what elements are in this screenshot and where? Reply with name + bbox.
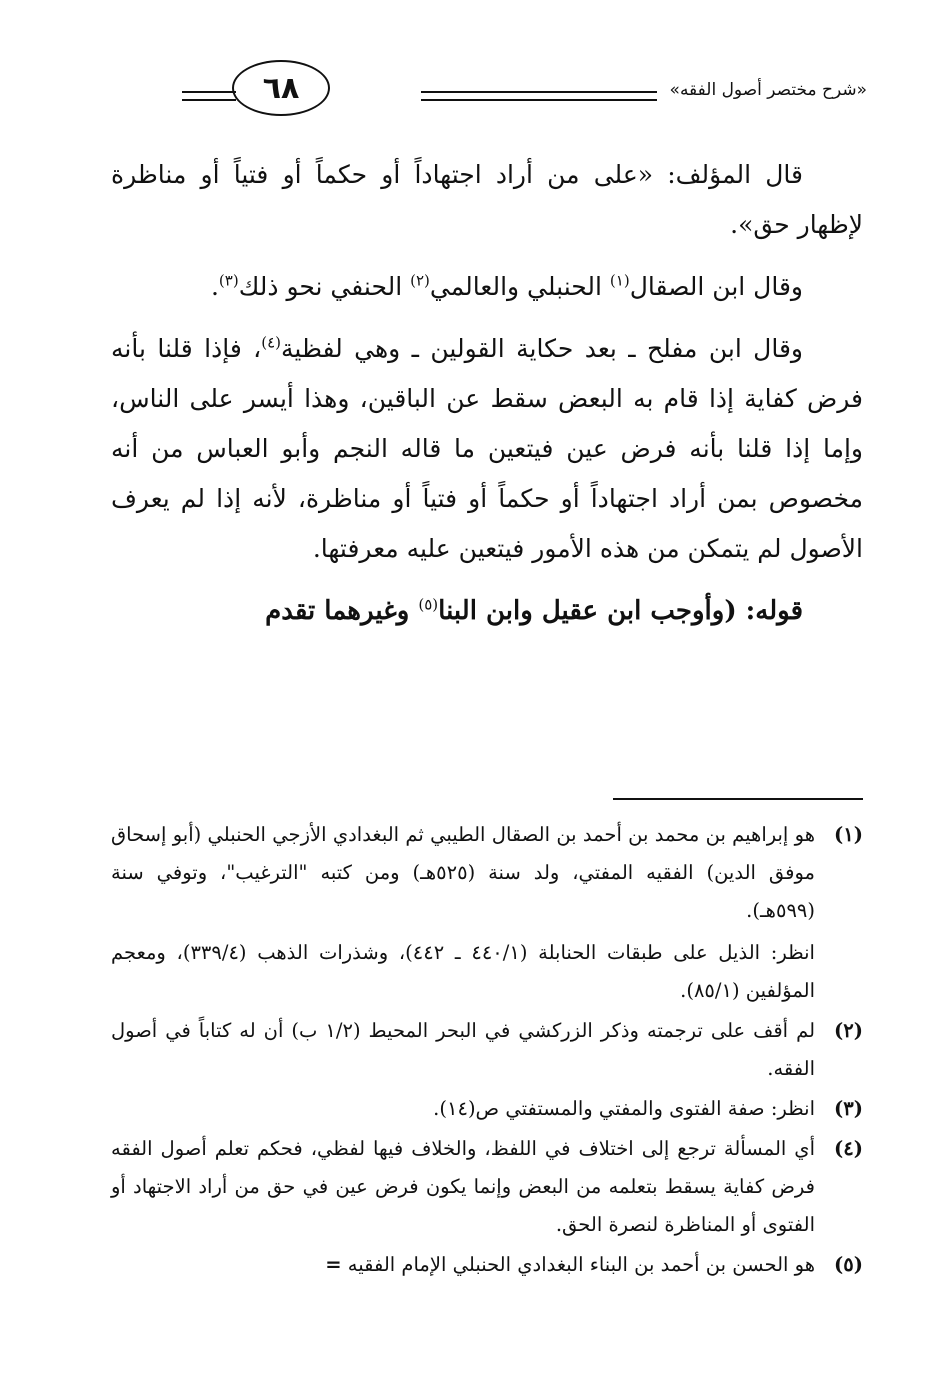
- paragraph-ibn-muflih: [111, 324, 863, 574]
- footnote-number: (٣): [834, 1097, 863, 1120]
- main-text: [111, 150, 863, 648]
- footnote-text: لم أقف على ترجمته وذكر الزركشي في البحر المحيط (١/٢ ب) أن له كتاباً في أصول الفقه.: [111, 1019, 816, 1080]
- footnote-2: [111, 1012, 863, 1088]
- footnote-number: (١): [834, 823, 863, 846]
- footnote-ref-2[interactable]: (٢): [410, 271, 430, 290]
- page-number-badge: [232, 60, 330, 116]
- book-title: «شرح مختصر أصول الفقه»: [669, 80, 867, 100]
- footnote-body: [111, 1130, 815, 1244]
- footnote-body: [111, 1246, 815, 1284]
- header-rule-left-inner: [182, 91, 236, 101]
- footnote-text: انظر: الذيل على طبقات الحنابلة (٤٤٠/١ ـ ٤٤٢)، وشذرات الذهب (٣٣٩/٤)، ومعجم المؤلفين (٨٥/١).: [111, 941, 815, 1002]
- footnote-text: [111, 1246, 815, 1284]
- paragraph-quote-heading: [111, 586, 863, 636]
- text-segment: الحنفي نحو ذلك: [238, 272, 411, 301]
- footnote-ref-5[interactable]: (٥): [418, 595, 439, 614]
- footnote-1: [111, 816, 863, 1010]
- footnote-body: [111, 816, 815, 1010]
- footnote-4: [111, 1130, 863, 1244]
- text-segment: ، فإذا قلنا بأنه فرض كفاية إذا قام به البعض سقط عن الباقين، وهذا أيسر على الناس، وإما إذا قلنا بأنه فرض عين فيتعين ما قاله النجم وأبو العباس من أنه مخصوص بمن أراد اجتهاداً أو حكماً أو فتياً أو مناظرة، لأنه إذا لم يعرف الأصول لم يتمكن من هذه الأمور فيتعين عليه معرفتها.: [111, 334, 863, 563]
- text-segment: .: [210, 272, 219, 301]
- paragraph-ibn-saqqal: [111, 262, 863, 312]
- footnote-ref-3[interactable]: (٣): [218, 271, 239, 290]
- footnote-text-segment: هو الحسن بن أحمد بن البناء البغدادي الحنبلي الإمام الفقيه: [347, 1253, 815, 1276]
- footnote-text: انظر: صفة الفتوى والمفتي والمستفتي ص(١٤).: [433, 1097, 815, 1120]
- footnote-text: أي المسألة ترجع إلى اختلاف في اللفظ، والخلاف فيها لفظي، فحكم تعلم أصول الفقه فرض كفاية يسقط بتعلمه من البعض وإنما يكون فرض عين في حق من أراد الاجتهاد أو الفتوى أو المناظرة لنصرة الحق.: [111, 1137, 815, 1236]
- footnote-5: [111, 1246, 863, 1284]
- footnote-ref-4[interactable]: (٤): [261, 333, 282, 352]
- footnote-number: (٢): [834, 1019, 863, 1042]
- footnote-body: [111, 1090, 815, 1128]
- footnote-separator: [613, 798, 863, 800]
- footnote-body: [111, 1012, 815, 1088]
- paragraph-author-quote: قال المؤلف: «على من أراد اجتهاداً أو حكماً أو فتياً أو مناظرة لإظهار حق».: [111, 160, 863, 239]
- footnote-number: (٥): [834, 1253, 863, 1276]
- text-segment: وقال ابن الصقال: [629, 272, 803, 301]
- footnote-ref-1[interactable]: (١): [609, 271, 630, 290]
- text-segment: قوله: (وأوجب ابن عقيل وابن البنا: [438, 596, 803, 626]
- text-segment: وقال ابن مفلح ـ بعد حكاية القولين ـ وهي لفظية: [281, 334, 803, 363]
- text-segment: الحنبلي والعالمي: [429, 272, 610, 301]
- text-segment: وغيرهما تقدم: [265, 596, 419, 626]
- header-rule-right: [421, 91, 657, 101]
- page-header: [112, 58, 867, 126]
- footnotes: [111, 816, 863, 1286]
- footnote-number: (٤): [834, 1137, 863, 1160]
- footnote-text: هو إبراهيم بن محمد بن أحمد بن الصقال الطيبي ثم البغدادي الأزجي الحنبلي (أبو إسحاق موفق الدين) الفقيه المفتي، ولد سنة (٥٢٥هـ) ومن كتبه "الترغيب"، وتوفي سنة (٥٩٩هـ).: [111, 823, 815, 922]
- page-number: ٦٨: [262, 70, 300, 106]
- continuation-mark: =: [325, 1253, 342, 1276]
- footnote-3: [111, 1090, 863, 1128]
